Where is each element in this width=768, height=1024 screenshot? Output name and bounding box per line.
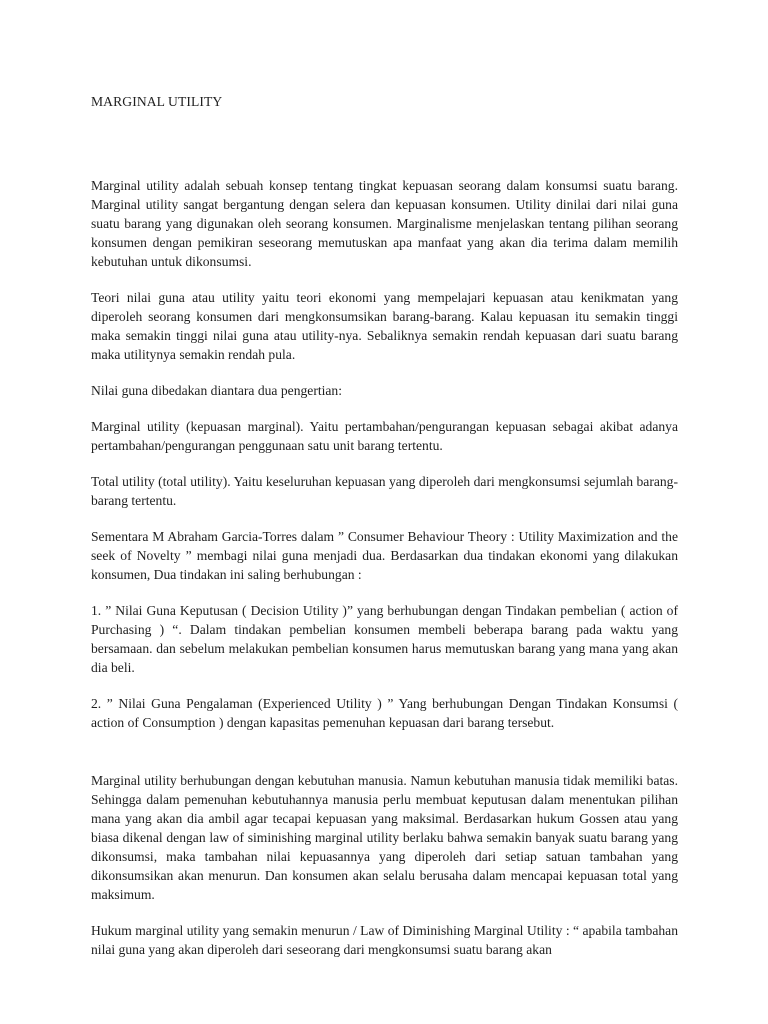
paragraph-utility-theory: Teori nilai guna atau utility yaitu teori ekonomi yang mempelajari kepuasan atau kenikmatan yang diperoleh seorang konsumen dari mengkonsumsikan barang-barang. Kalau kepuasan itu semakin tinggi maka semakin tinggi nilai guna atau utility-nya. Sebaliknya semakin rendah kepuasan dari suatu barang maka utilitynya semakin rendah pula. bbox=[91, 290, 678, 362]
paragraph-marginal-utility: Marginal utility (kepuasan marginal). Yaitu pertambahan/pengurangan kepuasan sebagai akibat adanya pertambahan/pengurangan penggunaan satu unit barang tertentu. bbox=[91, 419, 678, 453]
paragraph-two-meanings-intro: Nilai guna dibedakan diantara dua pengertian: bbox=[91, 383, 343, 398]
document-title: MARGINAL UTILITY bbox=[91, 94, 223, 109]
paragraph-decision-utility: 1. ” Nilai Guna Keputusan ( Decision Utility )” yang berhubungan dengan Tindakan pembelian ( action of Purchasing ) “. Dalam tindakan pembelian konsumen membeli beberapa barang pada waktu yang bersamaan. dan sebelum melakukan pembelian konsumen harus memutuskan barang yang mana yang akan dia beli. bbox=[91, 603, 678, 675]
document-body bbox=[91, 176, 678, 959]
paragraph-diminishing-law: Hukum marginal utility yang semakin menurun / Law of Diminishing Marginal Utility : “ apabila tambahan nilai guna yang akan diperoleh dari seseorang dari mengkonsumsi suatu barang akan bbox=[91, 923, 678, 957]
paragraph-definition: Marginal utility adalah sebuah konsep tentang tingkat kepuasan seorang dalam konsumsi suatu barang. Marginal utility sangat bergantung dengan selera dan kepuasan konsumen. Utility dinilai dari nilai guna suatu barang yang digunakan oleh seorang konsumen. Marginalisme menjelaskan tentang pilihan seorang konsumen dengan pemikiran seseorang memutuskan apa manfaat yang akan dia terima dalam memilih kebutuhan untuk dikonsumsi. bbox=[91, 178, 678, 269]
paragraph-human-needs: Marginal utility berhubungan dengan kebutuhan manusia. Namun kebutuhan manusia tidak memiliki batas. Sehingga dalam pemenuhan kebutuhannya manusia perlu membuat keputusan dalam menentukan pilihan mana yang akan dia ambil agar tecapai kepuasan yang maksimal. Berdasarkan hukum Gossen atau yang biasa dikenal dengan law of siminishing marginal utility berlaku bahwa semakin banyak suatu barang yang dikonsumsi, maka tambahan nilai kepuasannya yang diperoleh dari setiap satuan tambahan yang dikonsumsikan akan menurun. Dan konsumen akan selalu berusaha dalam mencapai kepuasan total yang maksimum. bbox=[91, 773, 678, 902]
paragraph-experienced-utility: 2. ” Nilai Guna Pengalaman (Experienced Utility ) ” Yang berhubungan Dengan Tindakan Konsumsi ( action of Consumption ) dengan kapasitas pemenuhan kepuasan dari barang tersebut. bbox=[91, 696, 678, 730]
paragraph-total-utility: Total utility (total utility). Yaitu keseluruhan kepuasan yang diperoleh dari mengkonsumsi sejumlah barang-barang tertentu. bbox=[91, 474, 678, 508]
paragraph-garcia-torres: Sementara M Abraham Garcia-Torres dalam ” Consumer Behaviour Theory : Utility Maximization and the seek of Novelty ” membagi nilai guna menjadi dua. Berdasarkan dua tindakan ekonomi yang dilakukan konsumen, Dua tindakan ini saling berhubungan : bbox=[91, 529, 678, 582]
